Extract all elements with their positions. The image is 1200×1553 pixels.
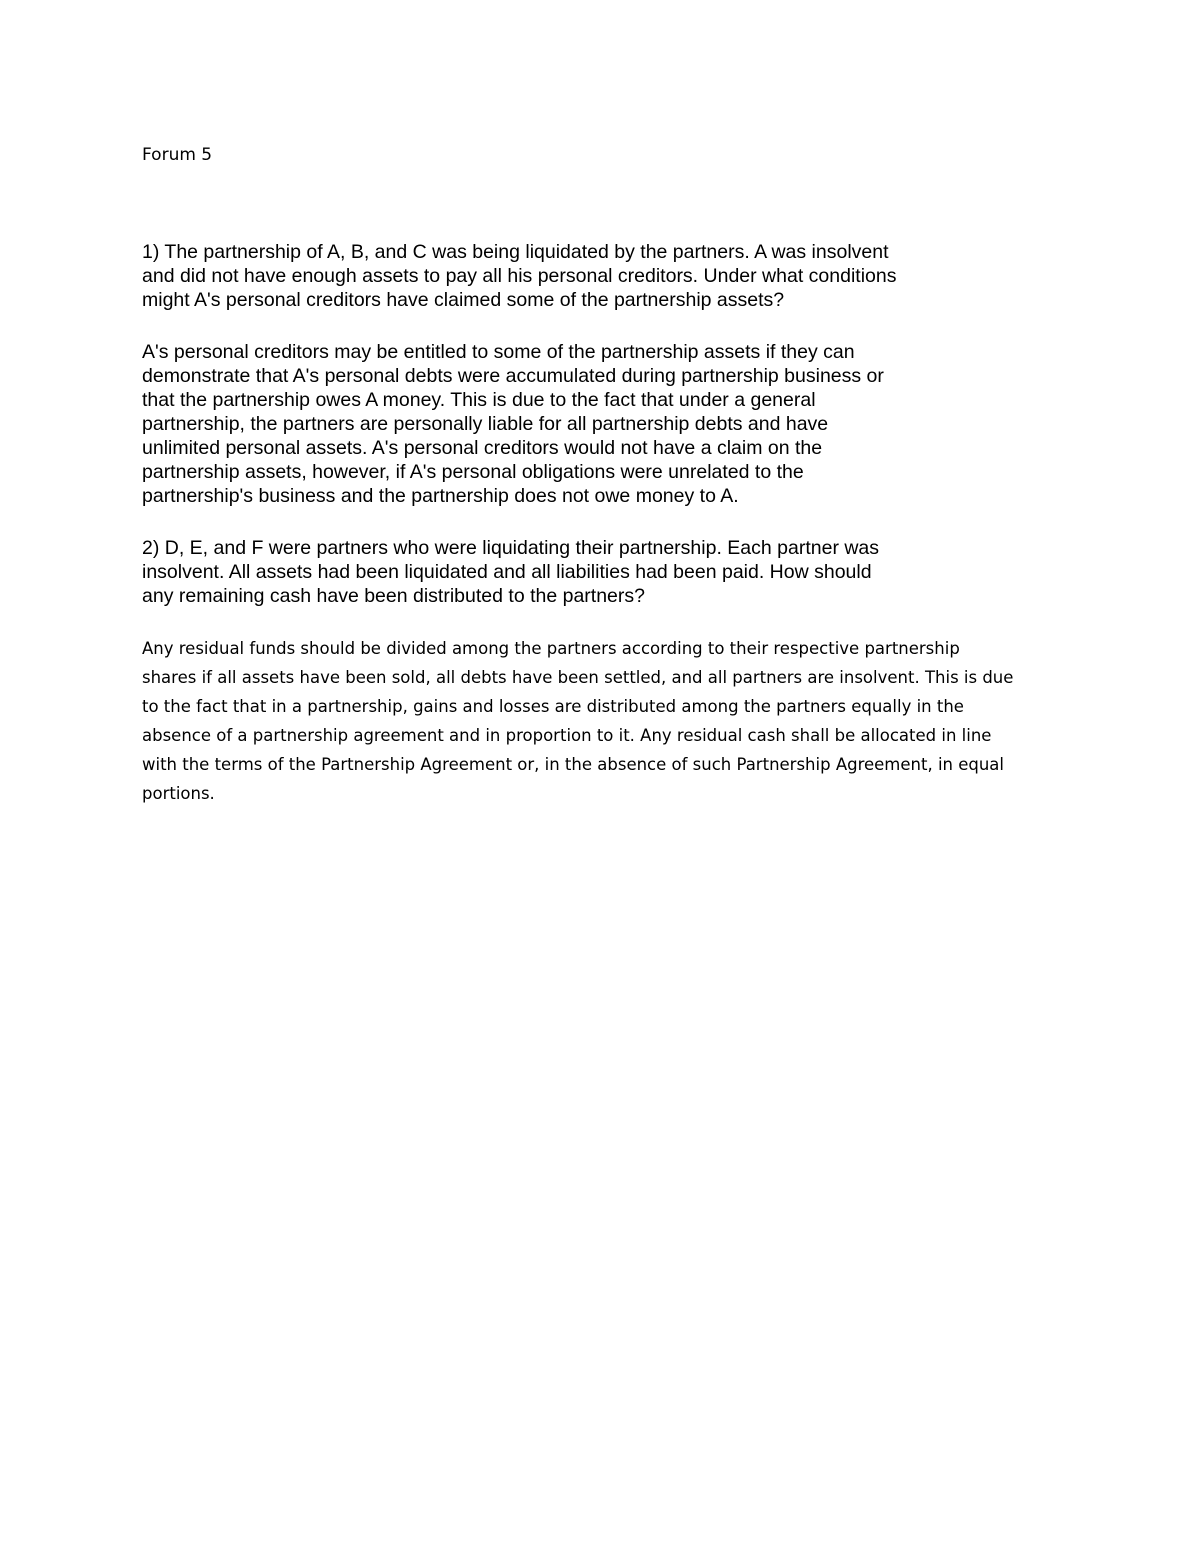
- answer-1-line: partnership's business and the partnership does not owe money to A.: [142, 485, 739, 507]
- question-2-line: any remaining cash have been distributed to the partners?: [142, 585, 645, 607]
- question-2: [142, 536, 1062, 608]
- answer-1-line: that the partnership owes A money. This is due to the fact that under a general: [142, 389, 816, 411]
- question-1-line: 1) The partnership of A, B, and C was being liquidated by the partners. A was insolvent: [142, 241, 889, 263]
- question-2-line: insolvent. All assets had been liquidated and all liabilities had been paid. How should: [142, 561, 872, 583]
- answer-1: [142, 340, 1062, 508]
- question-1: [142, 240, 1062, 312]
- answer-2-line: absence of a partnership agreement and in proportion to it. Any residual cash shall be allocated in line: [142, 726, 992, 745]
- question-1-line: and did not have enough assets to pay all his personal creditors. Under what conditions: [142, 265, 897, 287]
- answer-2-line: portions.: [142, 784, 215, 803]
- document-title: Forum 5: [142, 145, 213, 165]
- answer-1-line: demonstrate that A's personal debts were accumulated during partnership business or: [142, 365, 884, 387]
- answer-2-line: with the terms of the Partnership Agreement or, in the absence of such Partnership Agreement, in equal: [142, 755, 1005, 774]
- answer-2-line: shares if all assets have been sold, all debts have been settled, and all partners are insolvent. This is due: [142, 668, 1014, 687]
- answer-1-line: partnership assets, however, if A's personal obligations were unrelated to the: [142, 461, 804, 483]
- question-1-line: might A's personal creditors have claimed some of the partnership assets?: [142, 289, 785, 311]
- answer-1-line: partnership, the partners are personally liable for all partnership debts and have: [142, 413, 829, 435]
- answer-2: [142, 634, 1062, 808]
- answer-1-line: unlimited personal assets. A's personal creditors would not have a claim on the: [142, 437, 823, 459]
- question-2-line: 2) D, E, and F were partners who were liquidating their partnership. Each partner was: [142, 537, 880, 559]
- answer-2-line: to the fact that in a partnership, gains and losses are distributed among the partners equally in the: [142, 697, 964, 716]
- answer-2-line: Any residual funds should be divided among the partners according to their respective partnership: [142, 639, 960, 658]
- answer-1-line: A's personal creditors may be entitled to some of the partnership assets if they can: [142, 341, 855, 363]
